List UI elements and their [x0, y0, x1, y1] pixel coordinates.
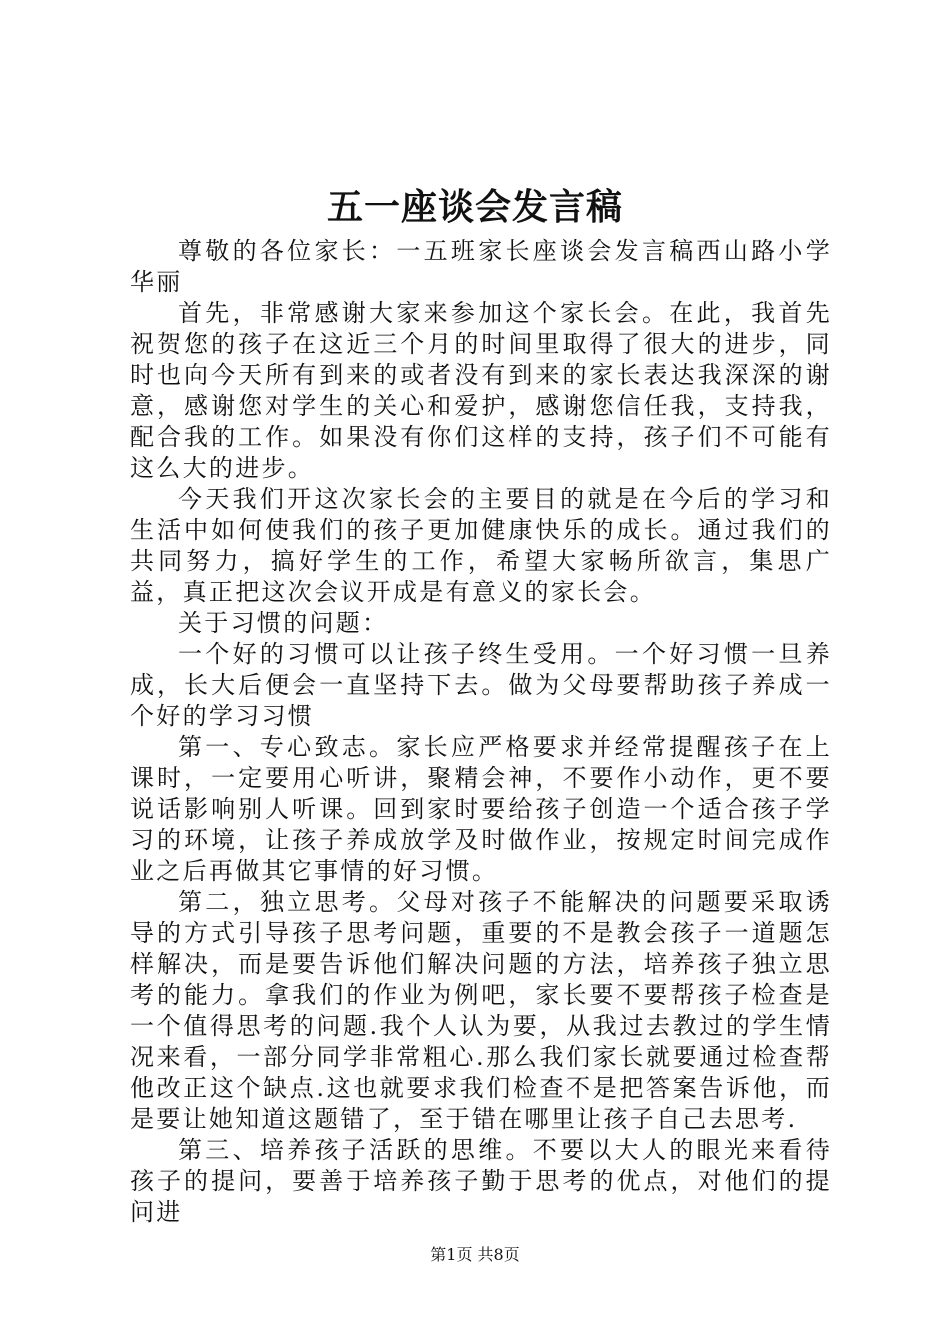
page-number-footer: 第1页 共8页	[430, 1245, 520, 1264]
paragraph-greeting: 尊敬的各位家长：一五班家长座谈会发言稿西山路小学华丽	[130, 237, 832, 296]
paragraph-point-two: 第二，独立思考。父母对孩子不能解决的问题要采取诱导的方式引导孩子思考问题，重要的不是教会孩子一道题怎样解决，而是要告诉他们解决问题的方法，培养孩子独立思考的能力。拿我们的作业为例吧，家长要不要帮孩子检查是一个值得思考的问题.我个人认为要，从我过去教过的学生情况来看，一部分同学非常粗心.那么我们家长就要通过检查帮他改正这个缺点.这也就要求我们检查不是把答案告诉他，而是要让她知道这题错了，至于错在哪里让孩子自己去思考.	[130, 888, 832, 1133]
document-title: 五一座谈会发言稿	[326, 186, 623, 228]
paragraph-point-three: 第三、培养孩子活跃的思维。不要以大人的眼光来看待孩子的提问，要善于培养孩子勤于思考的优点，对他们的提问进	[130, 1136, 832, 1226]
paragraph-point-one: 第一、专心致志。家长应严格要求并经常提醒孩子在上课时，一定要用心听讲，聚精会神，不要作小动作，更不要说话影响别人听课。回到家时要给孩子创造一个适合孩子学习的环境，让孩子养成放学及时做作业，按规定时间完成作业之后再做其它事情的好习惯。	[130, 733, 832, 885]
document-body	[130, 236, 832, 1228]
paragraph-purpose: 今天我们开这次家长会的主要目的就是在今后的学习和生活中如何使我们的孩子更加健康快乐的成长。通过我们的共同努力，搞好学生的工作，希望大家畅所欲言，集思广益，真正把这次会议开成是有意义的家长会。	[130, 485, 832, 606]
paragraph-habits-heading: 关于习惯的问题：	[178, 609, 389, 637]
paragraph-thanks: 首先，非常感谢大家来参加这个家长会。在此，我首先祝贺您的孩子在这近三个月的时间里取得了很大的进步，同时也向今天所有到来的或者没有到来的家长表达我深深的谢意，感谢您对学生的关心和爱护，感谢您信任我，支持我，配合我的工作。如果没有你们这样的支持，孩子们不可能有这么大的进步。	[130, 299, 832, 482]
paragraph-habits-intro: 一个好的习惯可以让孩子终生受用。一个好习惯一旦养成，长大后便会一直坚持下去。做为父母要帮助孩子养成一个好的学习习惯	[130, 640, 832, 730]
